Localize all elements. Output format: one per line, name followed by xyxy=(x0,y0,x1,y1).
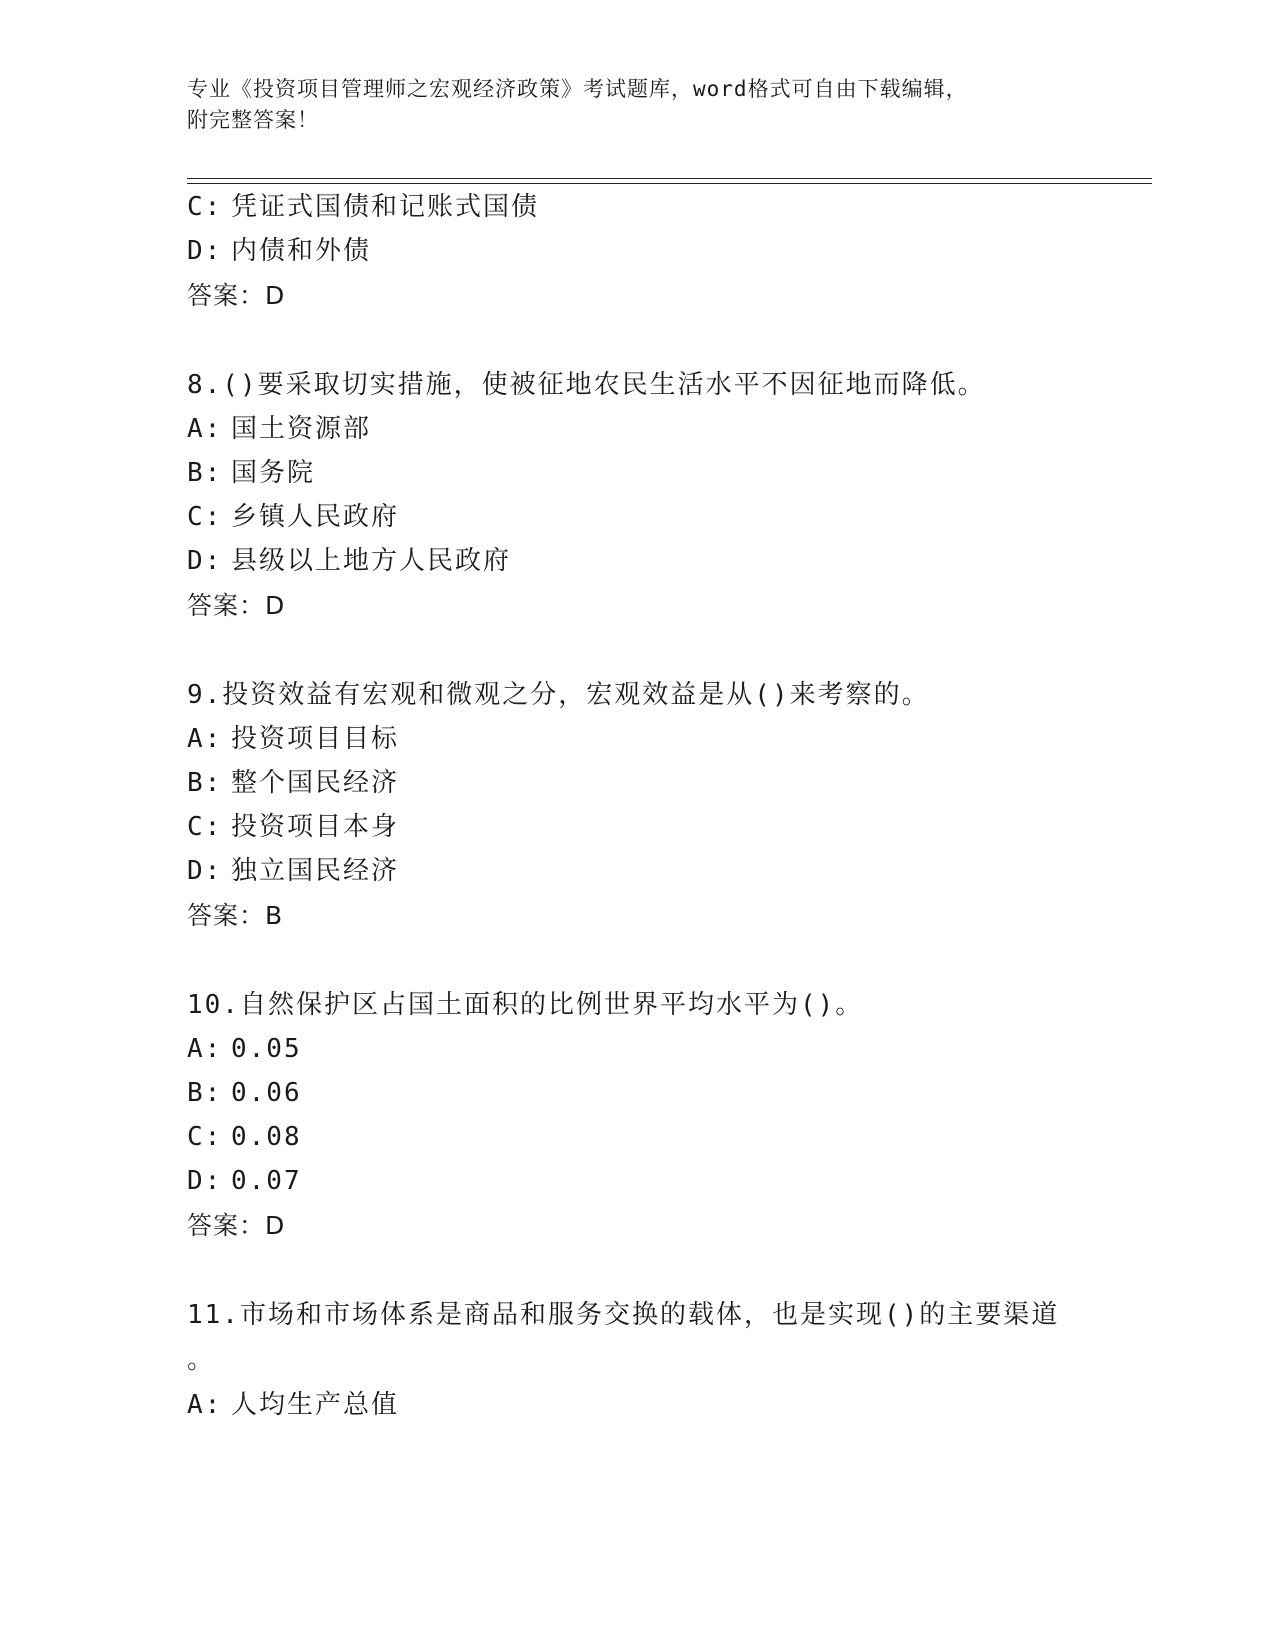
option-text: 独立国民经济 xyxy=(231,856,400,886)
q8-option-b xyxy=(187,458,315,488)
q10-option-c xyxy=(187,1122,302,1152)
q7-option-c xyxy=(187,192,539,222)
q11-stem-line-2: 。 xyxy=(187,1345,216,1375)
option-text: 投资项目目标 xyxy=(231,724,400,754)
option-text: 0.05 xyxy=(231,1034,302,1064)
option-letter: A: xyxy=(187,1034,223,1064)
q8-stem: 8.()要采取切实措施，使被征地农民生活水平不因征地而降低。 xyxy=(187,370,986,400)
header-line-2: 附完整答案！ xyxy=(187,108,319,132)
q11-option-a xyxy=(187,1390,399,1420)
q11-stem-line-1: 11.市场和市场体系是商品和服务交换的载体，也是实现()的主要渠道 xyxy=(187,1300,1060,1330)
option-text: 0.06 xyxy=(231,1078,302,1108)
q10-option-a xyxy=(187,1034,302,1064)
q9-option-b xyxy=(187,768,399,798)
option-letter: B: xyxy=(187,1078,223,1108)
option-text: 0.07 xyxy=(231,1166,302,1196)
option-letter: D: xyxy=(187,546,223,576)
q9-option-c xyxy=(187,812,399,842)
q9-stem: 9.投资效益有宏观和微观之分，宏观效益是从()来考察的。 xyxy=(187,680,930,710)
option-letter: C: xyxy=(187,812,223,842)
q8-option-c xyxy=(187,502,399,532)
option-text: 整个国民经济 xyxy=(231,768,400,798)
option-text: 凭证式国债和记账式国债 xyxy=(231,192,540,222)
option-letter: C: xyxy=(187,192,223,222)
option-text: 县级以上地方人民政府 xyxy=(231,546,512,576)
option-letter: D: xyxy=(187,236,223,266)
header-line-1: 专业《投资项目管理师之宏观经济政策》考试题库，word格式可自由下载编辑， xyxy=(187,77,968,101)
option-text: 人均生产总值 xyxy=(231,1390,400,1420)
q9-option-d xyxy=(187,856,399,886)
q8-answer: 答案：D xyxy=(187,591,286,620)
option-text: 国土资源部 xyxy=(231,414,372,444)
q7-answer: 答案：D xyxy=(187,281,286,310)
option-letter: B: xyxy=(187,768,223,798)
option-letter: A: xyxy=(187,414,223,444)
header-divider-top xyxy=(187,178,1152,179)
option-letter: C: xyxy=(187,502,223,532)
q9-answer: 答案：B xyxy=(187,901,284,930)
q10-stem: 10.自然保护区占国土面积的比例世界平均水平为()。 xyxy=(187,990,864,1020)
q7-option-d xyxy=(187,236,371,266)
option-letter: A: xyxy=(187,1390,223,1420)
q10-option-d xyxy=(187,1166,302,1196)
option-text: 0.08 xyxy=(231,1122,302,1152)
option-text: 国务院 xyxy=(231,458,316,488)
option-text: 乡镇人民政府 xyxy=(231,502,400,532)
q8-option-d xyxy=(187,546,511,576)
option-text: 内债和外债 xyxy=(231,236,372,266)
option-text: 投资项目本身 xyxy=(231,812,400,842)
q8-option-a xyxy=(187,414,371,444)
q9-option-a xyxy=(187,724,399,754)
option-letter: A: xyxy=(187,724,223,754)
option-letter: B: xyxy=(187,458,223,488)
q10-option-b xyxy=(187,1078,302,1108)
header-divider-bottom xyxy=(187,183,1152,184)
q10-answer: 答案：D xyxy=(187,1211,286,1240)
option-letter: D: xyxy=(187,1166,223,1196)
document-header xyxy=(187,74,1087,136)
option-letter: C: xyxy=(187,1122,223,1152)
option-letter: D: xyxy=(187,856,223,886)
